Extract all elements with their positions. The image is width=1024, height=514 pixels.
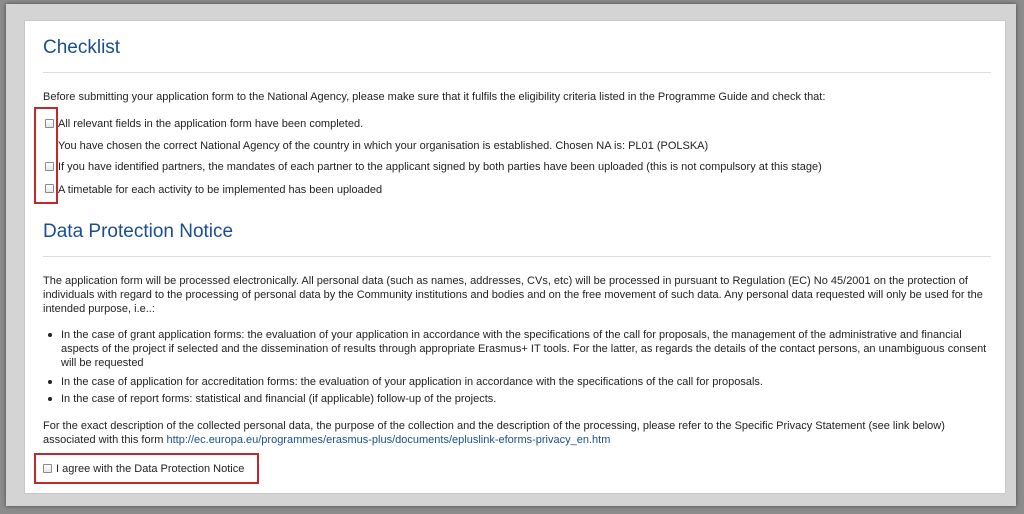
data-protection-heading: Data Protection Notice	[43, 221, 234, 242]
data-protection-divider	[43, 256, 991, 257]
privacy-statement-block	[43, 419, 993, 447]
checkbox-highlight-box	[34, 107, 58, 204]
checklist-intro: Before submitting your application form to the National Agency, please make sure that it fulfils the eligibility criteria listed in the Programme Guide and check that:	[43, 91, 826, 103]
bullet-report-forms: In the case of report forms: statistical and financial (if applicable) follow-up of the projects.	[61, 393, 497, 405]
window-frame	[6, 4, 1016, 506]
form-panel	[24, 20, 1006, 494]
bullet-dot	[48, 333, 52, 337]
data-protection-paragraph: The application form will be processed electronically. All personal data (such as names, addresses, CVs, etc) will be processed in pursuant to Regulation (EC) No 45/2001 on the protection of individuals with regard to the processing of personal data by the Community institutions and bodies and on the free movement of such data. Any personal data requested will only be used for the intended purpose, i.e..:	[43, 275, 983, 315]
checklist-heading: Checklist	[43, 37, 121, 58]
agree-data-protection-label: I agree with the Data Protection Notice	[56, 463, 245, 475]
checklist-item-partner-mandates: If you have identified partners, the mandates of each partner to the applicant signed by both parties have been uploaded (this is not compulsory at this stage)	[58, 161, 822, 173]
privacy-statement-link[interactable]: http://ec.europa.eu/programmes/erasmus-plus/documents/epluslink-eforms-privacy_en.htm	[166, 434, 611, 446]
privacy-statement-spacer: For the exact description of the collected personal data, the purpose of the collection and the description of the processing, please refer to the Specific Privacy Statement (see link below) associated with this form	[43, 420, 945, 446]
bullet-dot	[48, 397, 52, 401]
bullet-dot	[48, 380, 52, 384]
checklist-item-timetable: A timetable for each activity to be implemented has been uploaded	[58, 184, 383, 196]
bullet-grant-forms: In the case of grant application forms: the evaluation of your application in accordance with the specifications of the call for proposals, the management of the administrative and financial aspects of the project if selected and the dissemination of results through appropriate Erasmus+ IT tools. For the latter, as regards the details of the contact persons, an unambiguous consent will be requested	[61, 329, 987, 369]
checklist-item-national-agency: You have chosen the correct National Agency of the country in which your organisation is established. Chosen NA is: PL01 (POLSKA)	[58, 140, 709, 152]
bullet-accreditation-forms: In the case of application for accreditation forms: the evaluation of your application in accordance with the specifications of the call for proposals.	[61, 376, 763, 388]
agree-highlight-box	[34, 453, 259, 484]
checklist-item-fields-completed: All relevant fields in the application form have been completed.	[58, 118, 364, 130]
checklist-divider	[43, 72, 991, 73]
